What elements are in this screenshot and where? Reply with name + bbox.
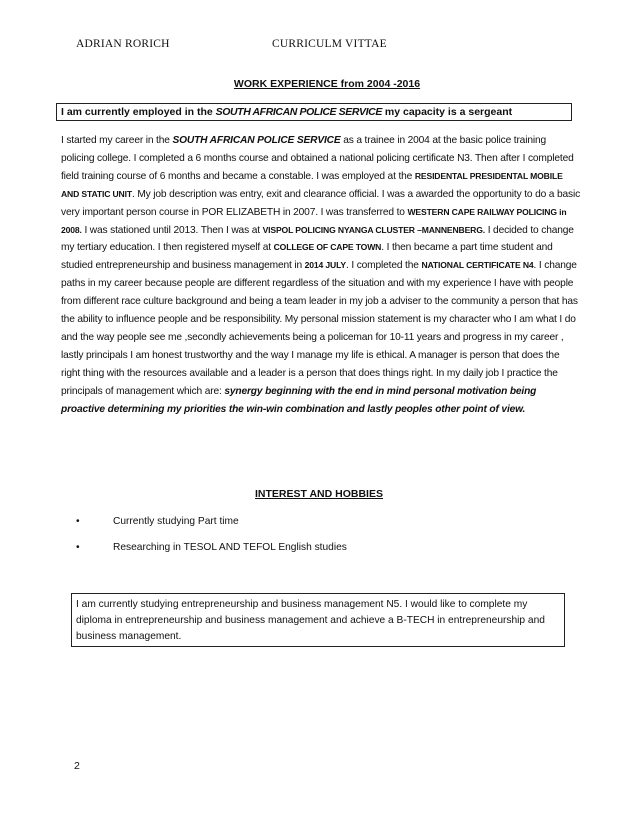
bullet-icon: •	[76, 542, 80, 553]
interests-list	[76, 514, 556, 566]
vispol-cluster: VISPOL POLICING NYANGA CLUSTER –MANNENBERG.	[262, 224, 486, 235]
interests-heading: INTEREST AND HOBBIES	[255, 488, 383, 500]
document-title: CURRICULM VITTAE	[272, 38, 387, 50]
list-item	[76, 540, 556, 566]
employer-name: SOUTH AFRICAN POLICE SERVICE	[215, 106, 382, 118]
work-experience-paragraph	[61, 132, 581, 419]
current-employment-box	[56, 103, 572, 121]
candidate-name: ADRIAN RORICH	[76, 38, 170, 50]
management-principles: synergy beginning with the end in mind personal motivation being proactive determining my priorities the win-win combination and lastly peoples other point of view.	[61, 385, 537, 415]
list-item-text: Currently studying Part time	[113, 516, 239, 527]
certificate-name: NATIONAL CERTIFICATE N4	[421, 260, 534, 271]
paragraph-text: . My job description was entry, exit and clearance official. I was a awarded the opportunity to do a basic very important person course in POR ELIZABETH in 2007. I was transferred to	[61, 188, 581, 218]
work-experience-heading: WORK EXPERIENCE from 2004 -2016	[233, 78, 421, 90]
employment-suffix: my capacity is a sergeant	[381, 106, 513, 118]
paragraph-text: I started my career in the	[61, 135, 173, 146]
page-number: 2	[74, 760, 80, 772]
employer-emphasis: SOUTH AFRICAN POLICE SERVICE	[172, 135, 341, 146]
study-date: 2014 JULY	[304, 260, 346, 271]
unit-name: RESIDENTAL PRESIDENTAL MOBILE AND STATIC UNIT	[61, 170, 563, 199]
paragraph-text: as a trainee in 2004 at the basic police training policing college. I completed a 6 months course and obtained a national policing certificate N3. Then after I completed field training course of 6 months and became a constable. I was employed at the	[61, 135, 574, 182]
paragraph-text: I decided to change my tertiary education. I then registered myself at	[61, 224, 574, 254]
paragraph-text: . I change paths in my career because people are different regardless of the situation and with my experience I have with people from different race culture background and being a team leader in my job a adviser to the community a person that has the ability to influence people and be responsibility. My personal mission statement is my character who I am what I do and the way people see me ,secondly achievements being a policeman for 10-11 years and progress in my career , lastly principals I am honest trustworthy and the way I manage my life is ethical. A manager is person that does the right thing with the resources available and a leader is a person that does things right. In my daily job I practice the principals of management which are:	[61, 260, 578, 397]
paragraph-text: I was stationed until 2013. Then I was at	[81, 224, 263, 236]
paragraph-text: . I then became a part time student and studied entrepreneurship and business management in	[61, 242, 553, 272]
list-item	[76, 514, 556, 540]
employment-prefix: I am currently employed in the	[61, 106, 216, 118]
list-item-text: Researching in TESOL AND TEFOL English studies	[113, 542, 347, 553]
college-name: COLLEGE OF CAPE TOWN	[273, 242, 382, 253]
bullet-icon: •	[76, 516, 80, 527]
railway-policing: WESTERN CAPE RAILWAY POLICING in 2008.	[61, 206, 567, 235]
paragraph-text: . I completed the	[346, 260, 422, 272]
study-note-box: I am currently studying entrepreneurship and business management N5. I would like to complete my diploma in entrepreneurship and business management and achieve a B-TECH in entrepreneurship and business management.	[71, 593, 565, 647]
